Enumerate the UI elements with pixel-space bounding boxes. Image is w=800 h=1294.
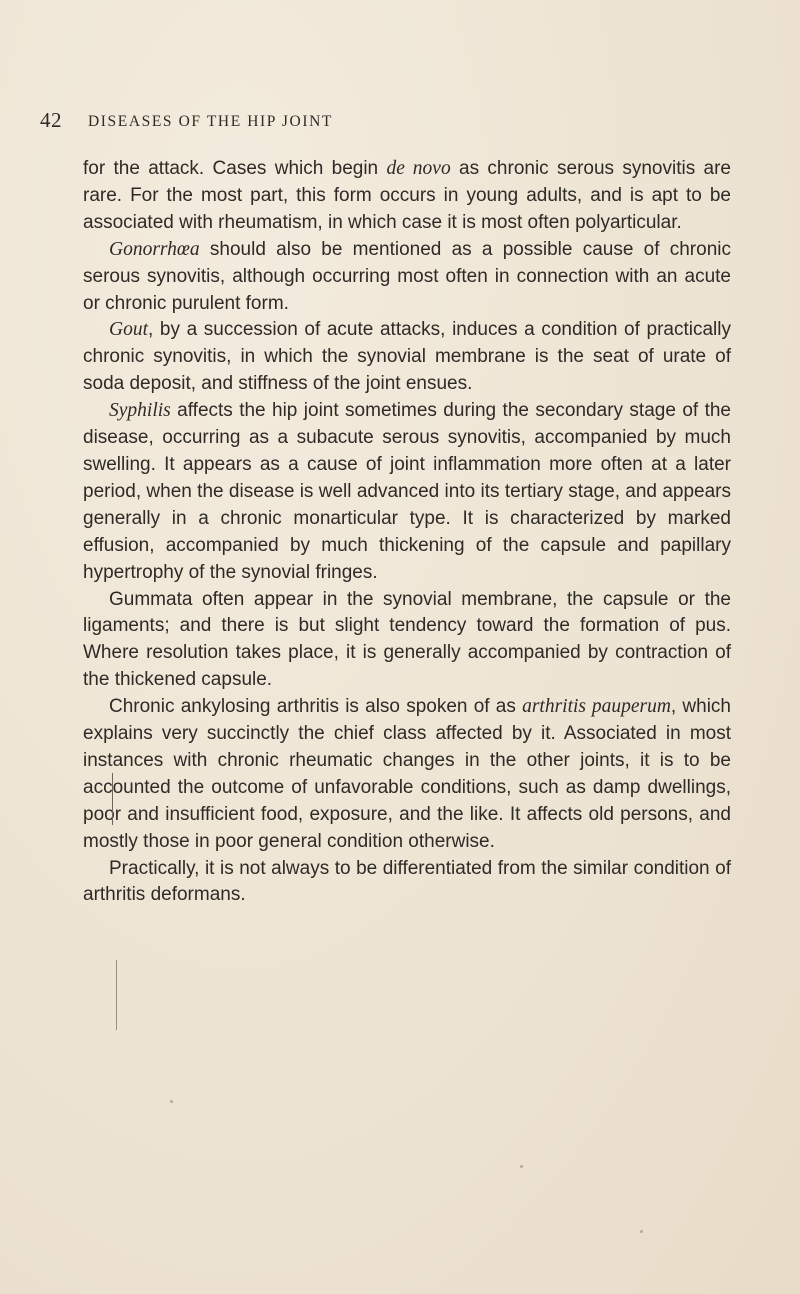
body-text [83, 156, 731, 909]
text-run: for the attack. Cases which begin [83, 158, 387, 179]
margin-bracket-mark [112, 773, 117, 825]
text-run: should also be mentioned as a possible cause of chronic serous synovitis, although occurring most often in connection with an acute or chronic purulent form. [83, 238, 731, 314]
text-run: Gummata often appear in the synovial membrane, the capsule or the ligaments; and there is but slight tendency toward the formation of pus. Where resolution takes place, it is generally accompanied by contraction of the thickened capsule. [83, 588, 731, 691]
paper-speck [170, 1100, 173, 1103]
text-run: affects the hip joint sometimes during the secondary stage of the disease, occurring as a subacute serous synovitis, accompanied by much swelling. It appears as a cause of joint inflammation more often at a later period, when the disease is well advanced into its tertiary stage, and appears generally in a chronic monarticular type. It is characterized by marked effusion, accompanied by much thickening of the capsule and papillary hypertrophy of the synovial fringes. [83, 400, 731, 583]
running-head: DISEASES OF THE HIP JOINT [88, 113, 333, 130]
italic-term: de novo [386, 158, 451, 179]
paragraph [83, 398, 731, 586]
paper-speck [520, 1165, 523, 1168]
paragraph [83, 317, 731, 398]
paragraph [83, 237, 731, 318]
paragraph [83, 156, 731, 237]
margin-pencil-mark [116, 960, 121, 1030]
italic-term: Gout [109, 319, 148, 341]
paragraph [83, 694, 731, 855]
paragraph [83, 587, 731, 695]
paper-speck [640, 1230, 643, 1233]
italic-term: Gonorrhœa [109, 238, 200, 260]
italic-term: arthritis pauperum [522, 696, 671, 718]
italic-term: Syphilis [109, 400, 171, 422]
paragraph [83, 856, 731, 910]
page-number: 42 [40, 108, 62, 132]
text-run: Practically, it is not always to be differentiated from the similar condition of arthritis deformans. [83, 857, 731, 906]
text-run: , which explains very succinctly the chief class affected by it. Associated in most instances with chronic rheumatic changes in the other joints, it is to be accounted the outcome of unfavorable conditions, such as damp dwellings, poor and insufficient food, exposure, and the like. It affects old persons, and mostly those in poor general condition otherwise. [83, 696, 731, 852]
text-run: Chronic ankylosing arthritis is also spoken of as [109, 696, 523, 718]
text-run: , by a succession of acute attacks, induces a condition of practically chronic synovitis, in which the synovial membrane is the seat of urate of soda deposit, and stiffness of the joint ensues. [83, 319, 731, 395]
text-run: as chronic serous synovitis are rare. For the most part, this form occurs in young adults, and is apt to be associated with rheumatism, in which case it is most often polyarticular. [83, 158, 732, 233]
